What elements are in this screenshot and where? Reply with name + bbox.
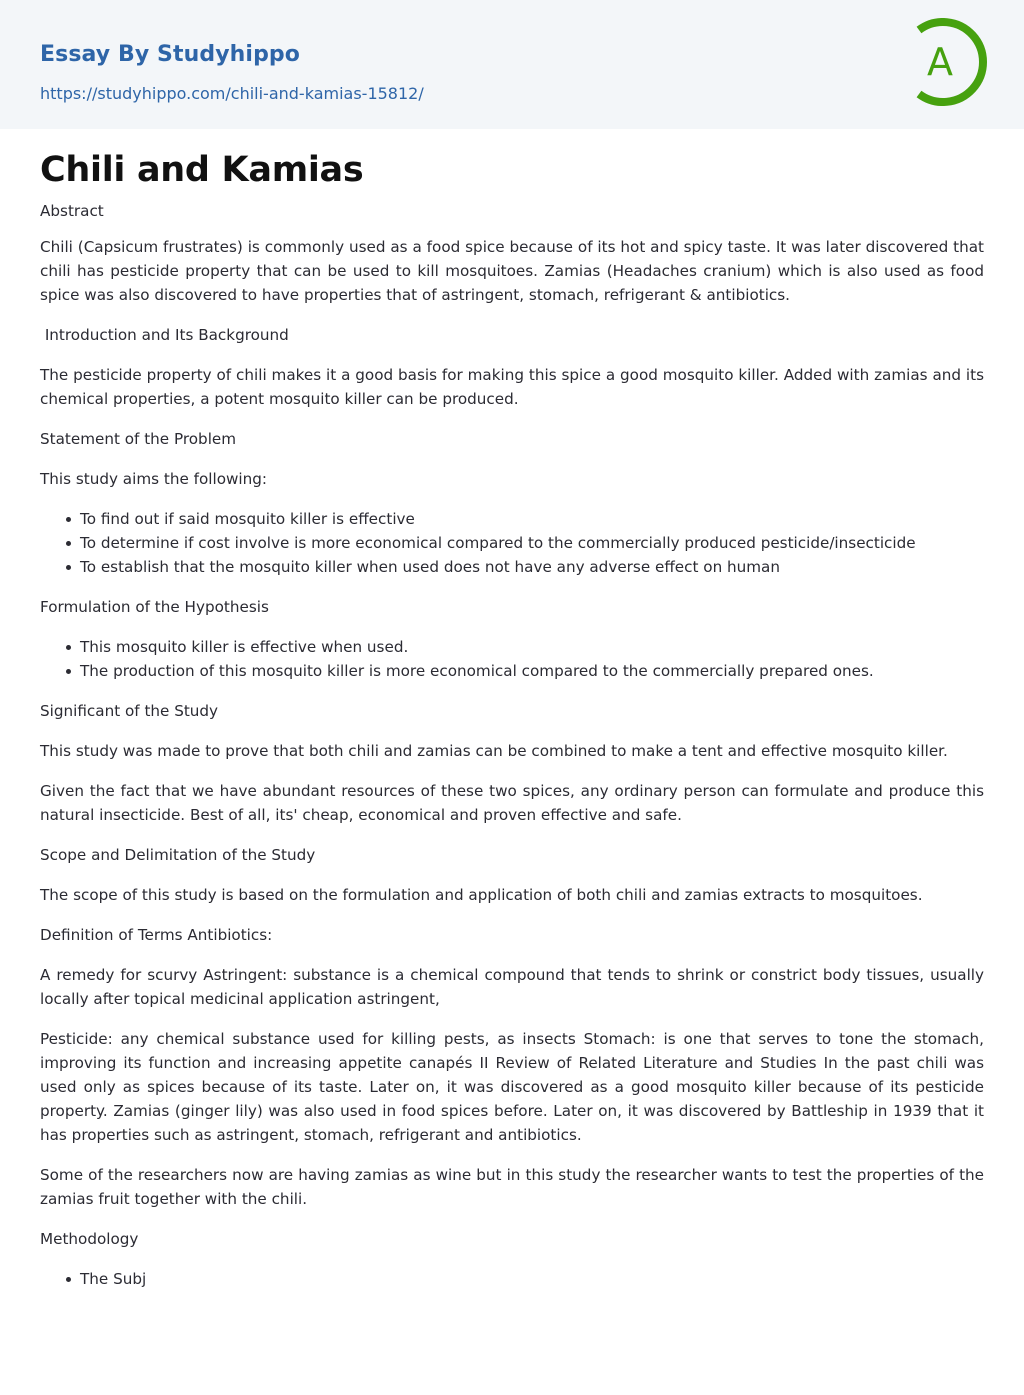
intro-paragraph: The pesticide property of chili makes it a good basis for making this spice a good mosquito killer. Added with zamias and its chemical properties, a potent mosquito killer can be produced. bbox=[40, 366, 984, 408]
list-item: The production of this mosquito killer is more economical compared to the commercially prepared ones. bbox=[80, 659, 984, 683]
intro-heading: Introduction and Its Background bbox=[40, 326, 289, 344]
definitions-heading: Definition of Terms Antibiotics: bbox=[40, 926, 273, 944]
definitions-paragraph-2: Pesticide: any chemical substance used for killing pests, as insects Stomach: is one that serves to tone the stomach, improving its function and increasing appetite canapés II Review of Related Literature and Studies In the past chili was used only as spices because of its taste. Later on, it was discovered as a good mosquito killer because of its pesticide property. Zamias (ginger lily) was also used in food spices before. Later on, it was discovered by Battleship in 1939 that it has properties such as astringent, stomach, refrigerant and antibiotics. bbox=[40, 1030, 984, 1144]
logo-letter: A bbox=[927, 40, 953, 84]
scope-paragraph: The scope of this study is based on the formulation and application of both chili and zamias extracts to mosquitoes. bbox=[40, 886, 923, 904]
methodology-heading: Methodology bbox=[40, 1230, 139, 1248]
definitions-paragraph-1: A remedy for scurvy Astringent: substance is a chemical compound that tends to shrink or constrict body tissues, usually locally after topical medicinal application astringent, bbox=[40, 966, 984, 1008]
scope-heading: Scope and Delimitation of the Study bbox=[40, 846, 316, 864]
list-item: To establish that the mosquito killer when used does not have any adverse effect on human bbox=[80, 555, 984, 579]
significance-paragraph-2: Given the fact that we have abundant resources of these two spices, any ordinary person can formulate and produce this natural insecticide. Best of all, its' cheap, economical and proven effective and safe. bbox=[40, 782, 984, 824]
essay-url-link[interactable]: https://studyhippo.com/chili-and-kamias-15812/ bbox=[40, 84, 424, 103]
site-header bbox=[0, 0, 1024, 129]
methodology-list bbox=[40, 1267, 984, 1291]
hypothesis-list bbox=[40, 635, 984, 683]
abstract-paragraph: Chili (Capsicum frustrates) is commonly used as a food spice because of its hot and spicy taste. It was later discovered that chili has pesticide property that can be used to kill mosquitoes. Zamias (Headaches cranium) which is also used as food spice was also discovered to have properties that of astringent, stomach, refrigerant & antibiotics. bbox=[40, 238, 984, 304]
problem-list bbox=[40, 507, 984, 579]
significance-heading: Significant of the Study bbox=[40, 702, 219, 720]
list-item: The Subj bbox=[80, 1267, 984, 1291]
problem-intro: This study aims the following: bbox=[40, 470, 268, 488]
list-item: To determine if cost involve is more economical compared to the commercially produced pesticide/insecticide bbox=[80, 531, 984, 555]
studyhippo-logo-icon[interactable] bbox=[912, 18, 988, 106]
list-item: This mosquito killer is effective when used. bbox=[80, 635, 984, 659]
researchers-paragraph: Some of the researchers now are having zamias as wine but in this study the researcher wants to test the properties of the zamias fruit together with the chili. bbox=[40, 1166, 984, 1208]
list-item: To find out if said mosquito killer is effective bbox=[80, 507, 984, 531]
significance-paragraph-1: This study was made to prove that both chili and zamias can be combined to make a tent and effective mosquito killer. bbox=[40, 742, 948, 760]
brand-title: Essay By Studyhippo bbox=[40, 42, 300, 67]
hypothesis-heading: Formulation of the Hypothesis bbox=[40, 598, 269, 616]
abstract-heading: Abstract bbox=[40, 202, 104, 220]
problem-heading: Statement of the Problem bbox=[40, 430, 237, 448]
essay-content bbox=[0, 149, 1024, 1291]
page-title: Chili and Kamias bbox=[40, 150, 364, 190]
